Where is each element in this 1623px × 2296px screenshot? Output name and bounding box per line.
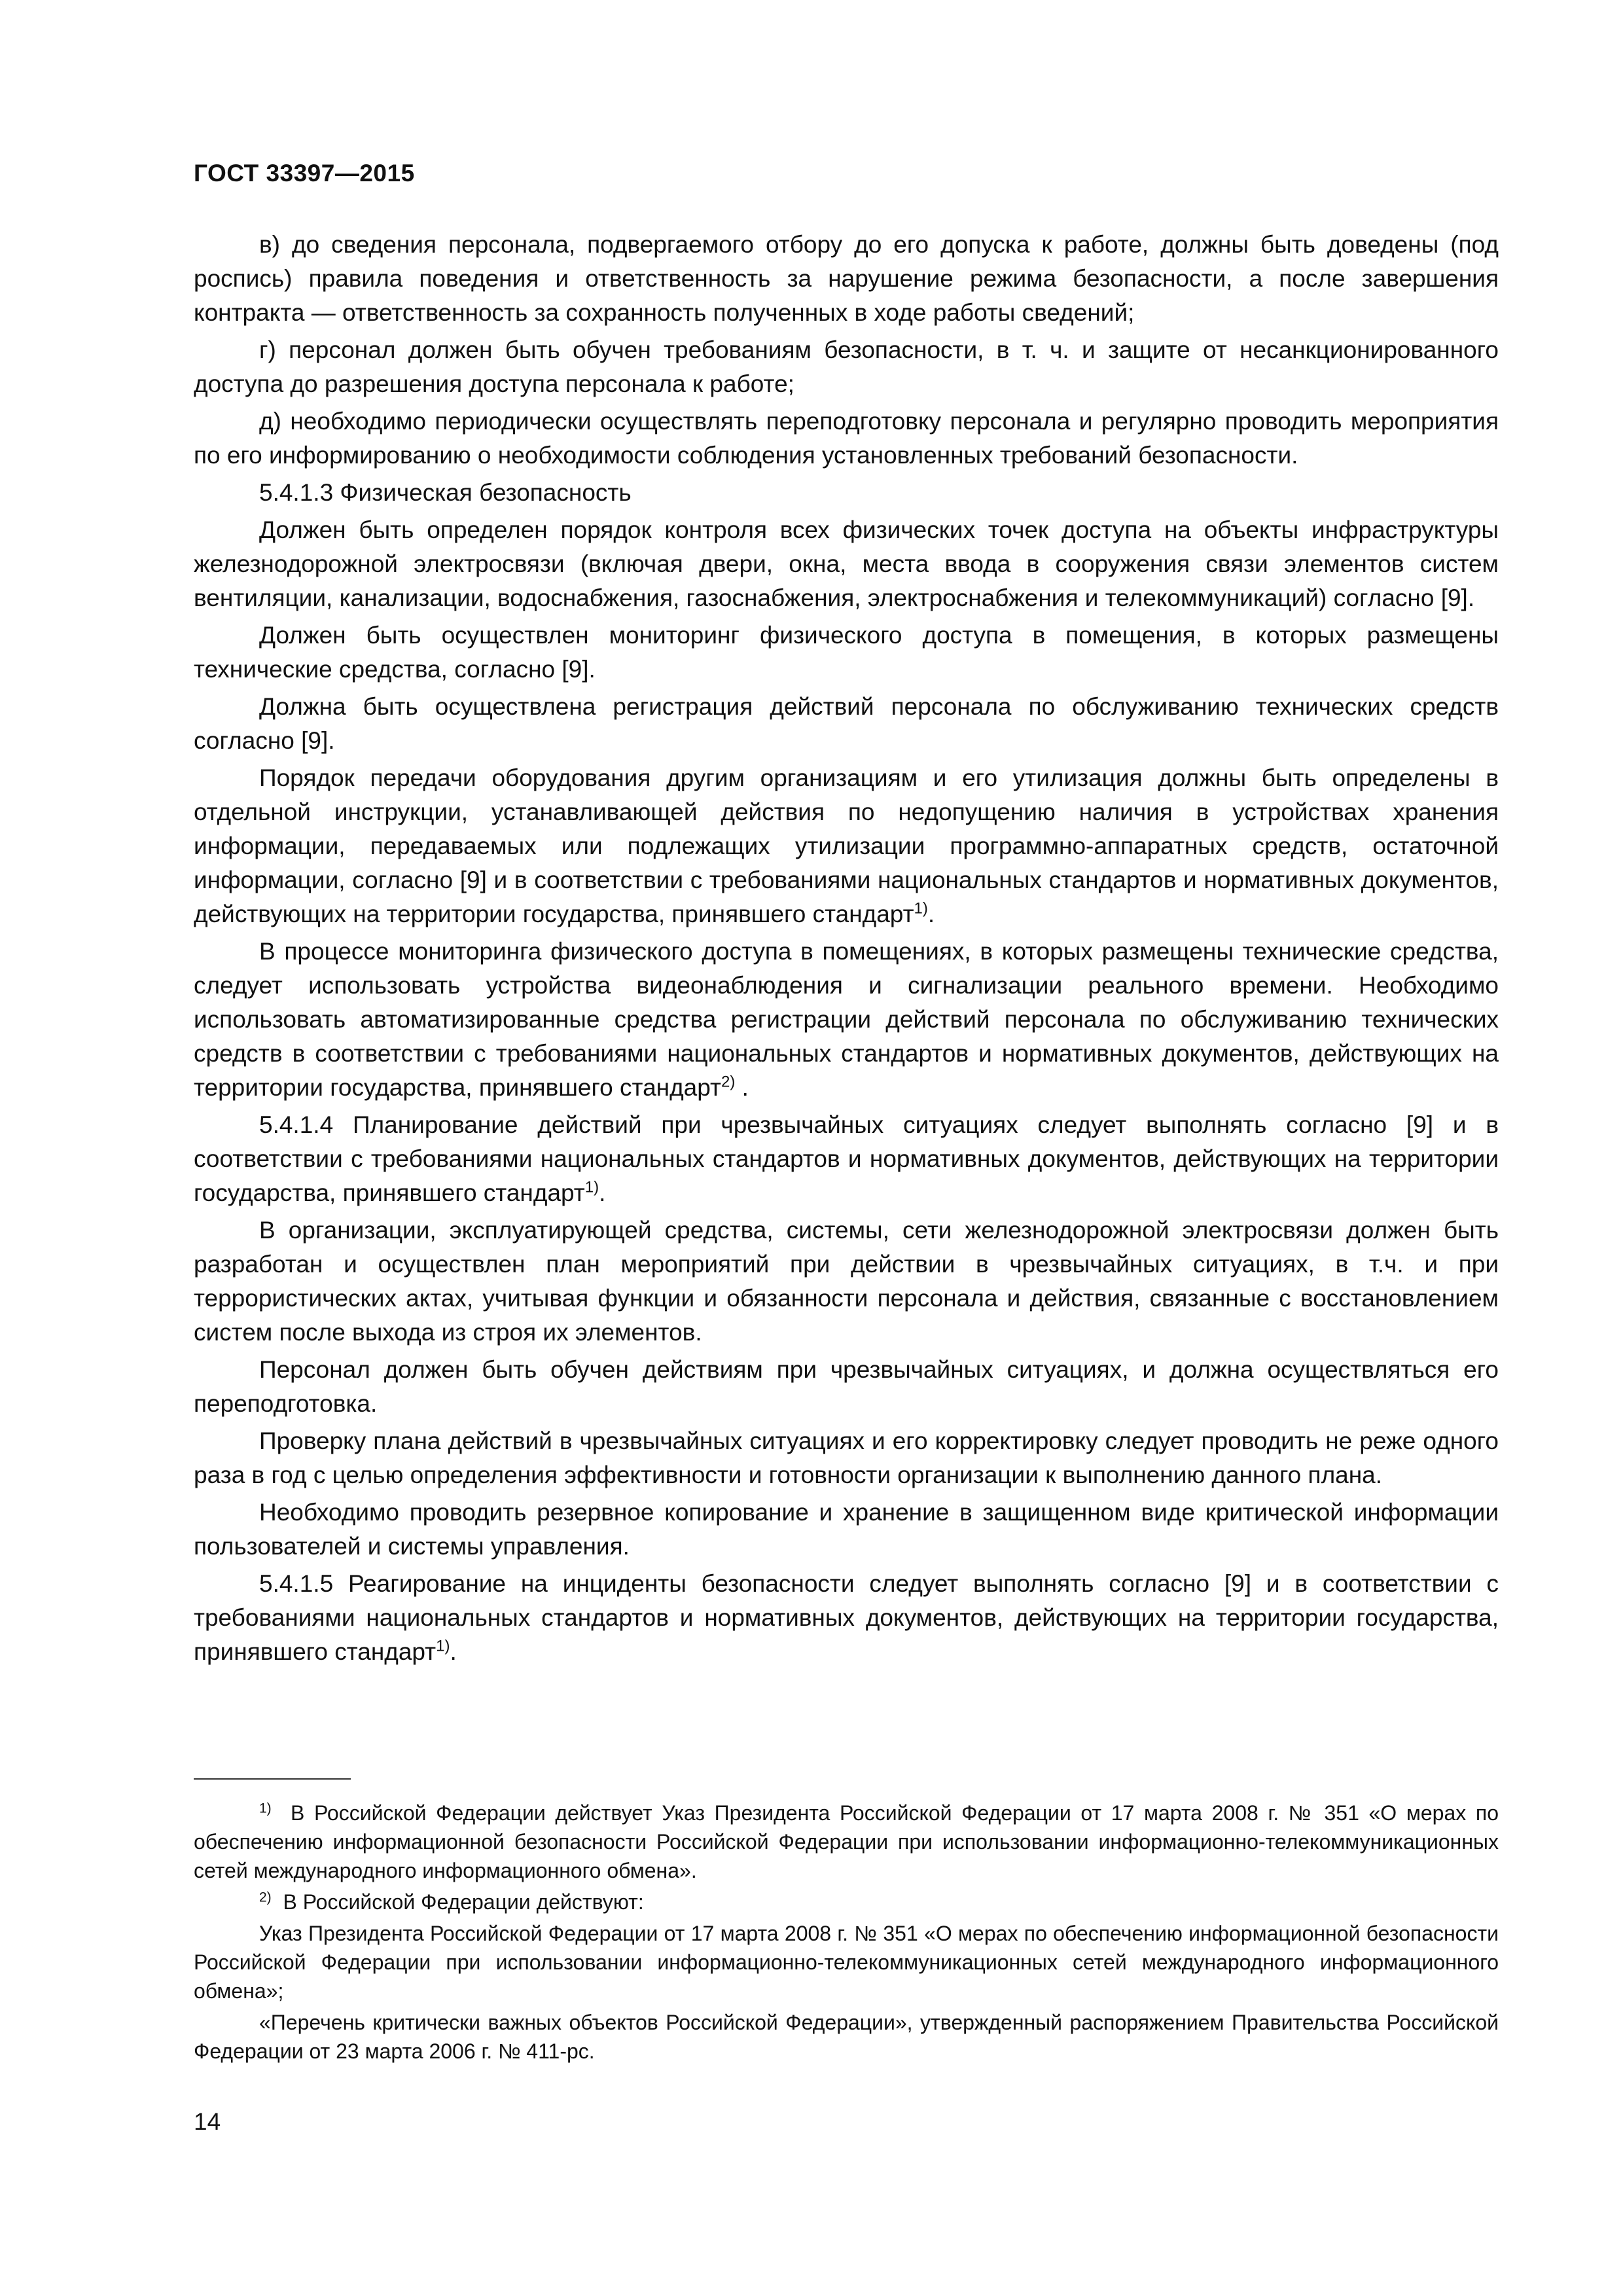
paragraph-staff-registration: Должна быть осуществлена регистрация действий персонала по обслуживанию технических средств согласно [9]. <box>194 693 1499 754</box>
section-5-4-1-5 <box>194 1567 1499 1669</box>
footnote-2-item-decree: Указ Президента Российской Федерации от 17 марта 2008 г. № 351 «О мерах по обеспечению информационной безопасности Российской Федерации при использовании информационно-телекоммуникационных сетей международного информационного обмена»; <box>194 1922 1499 2003</box>
footnote-text: В Российской Федерации действует Указ Президента Российской Федерации от 17 марта 2008 г. № 351 «О мерах по обеспечению информационной безопасности Российской Федерации при использовании информационно-телекоммуникационных сетей международного информационного обмена». <box>194 1801 1499 1882</box>
page-header-standard-number: ГОСТ 33397—2015 <box>194 160 415 187</box>
page-number: 14 <box>194 2108 221 2135</box>
footnote-2 <box>194 1888 1499 1916</box>
footnote-reference: 1) <box>436 1637 450 1655</box>
footnote-divider <box>194 1778 351 1780</box>
paragraph-backup: Необходимо проводить резервное копирование и хранение в защищенном виде критической информации пользователей и системы управления. <box>194 1499 1499 1560</box>
section-heading-5-4-1-3: 5.4.1.3 Физическая безопасность <box>259 479 632 506</box>
paragraph-text: В процессе мониторинга физического доступа в помещениях, в которых размещены технические средства, следует использовать устройства видеонаблюдения и сигнализации реального времени. Необходимо использовать автоматизированные средства регистрации действий персонала по обслуживанию технических средств в соответствии с требованиями национальных стандартов и нормативных документов, действующих на территории государства, принявшего стандарт <box>194 938 1499 1101</box>
footnote-reference: 1) <box>914 899 928 918</box>
footnote-text: В Российской Федерации действуют: <box>283 1890 644 1914</box>
footnote-2-item-list: «Перечень критически важных объектов Российской Федерации», утвержденный распоряжением Правительства Российской Федерации от 23 марта 2006 г. № 411-рс. <box>194 2011 1499 2063</box>
footnote-mark: 2) <box>259 1890 272 1905</box>
paragraph-text: 5.4.1.4 Планирование действий при чрезвычайных ситуациях следует выполнять согласно [9] и в соответствии с требованиями национальных стандартов и нормативных документов, действующих на территории государства, принявшего стандарт <box>194 1111 1499 1206</box>
paragraph-item-v: в) до сведения персонала, подвергаемого отбору до его допуска к работе, должны быть доведены (под роспись) правила поведения и ответственность за нарушение режима безопасности, а после завершения контракта — ответственность за сохранность полученных в ходе работы сведений; <box>194 231 1499 326</box>
paragraph-plan-review: Проверку плана действий в чрезвычайных ситуациях и его корректировку следует проводить не реже одного раза в год с целью определения эффективности и готовности организации к выполнению данного плана. <box>194 1427 1499 1488</box>
paragraph-item-g: г) персонал должен быть обучен требованиям безопасности, в т. ч. и защите от несанкционированного доступа до разрешения доступа персонала к работе; <box>194 336 1499 397</box>
paragraph-text: 5.4.1.5 Реагирование на инциденты безопасности следует выполнять согласно [9] и в соответствии с требованиями национальных стандартов и нормативных документов, действующих на территории государства, принявшего стандарт <box>194 1570 1499 1665</box>
paragraph-text: Порядок передачи оборудования другим организациям и его утилизация должны быть определены в отдельной инструкции, устанавливающей действия по недопущению наличия в устройствах хранения информации, передаваемых или подлежащих утилизации программно-аппаратных средств, остаточной информации, согласно [9] и в соответствии с требованиями национальных стандартов и нормативных документов, действующих на территории государства, принявшего стандарт <box>194 764 1499 927</box>
paragraph-end: . <box>735 1074 749 1101</box>
paragraph-access-monitoring: Должен быть осуществлен мониторинг физического доступа в помещения, в которых размещены технические средства, согласно [9]. <box>194 622 1499 683</box>
paragraph-access-control: Должен быть определен порядок контроля всех физических точек доступа на объекты инфраструктуры железнодорожной электросвязи (включая двери, окна, места ввода в сооружения связи элементов систем вентиляции, канализации, водоснабжения, газоснабжения, электроснабжения и телекоммуникаций) согласно [9]. <box>194 516 1499 611</box>
paragraph-end: . <box>450 1638 457 1665</box>
footnote-mark: 1) <box>259 1801 272 1816</box>
footnotes <box>194 1799 1499 2068</box>
footnote-reference: 2) <box>721 1073 736 1091</box>
paragraph-end: . <box>599 1179 606 1206</box>
footnote-reference: 1) <box>584 1178 599 1196</box>
paragraph-end: . <box>927 901 935 927</box>
section-5-4-1-4 <box>194 1108 1499 1210</box>
paragraph-staff-training: Персонал должен быть обучен действиям при чрезвычайных ситуациях, и должна осуществляться его переподготовка. <box>194 1356 1499 1417</box>
main-text <box>194 228 1499 1672</box>
paragraph-emergency-plan: В организации, эксплуатирующей средства, системы, сети железнодорожной электросвязи должен быть разработан и осуществлен план мероприятий при действии в чрезвычайных ситуациях, в т.ч. и при террористических актах, учитывая функции и обязанности персонала и действия, связанные с восстановлением систем после выхода из строя их элементов. <box>194 1217 1499 1346</box>
paragraph-equipment-transfer <box>194 761 1499 931</box>
footnote-1 <box>194 1799 1499 1885</box>
paragraph-video-surveillance <box>194 935 1499 1105</box>
paragraph-item-d: д) необходимо периодически осуществлять переподготовку персонала и регулярно проводить мероприятия по его информированию о необходимости соблюдения установленных требований безопасности. <box>194 408 1499 469</box>
